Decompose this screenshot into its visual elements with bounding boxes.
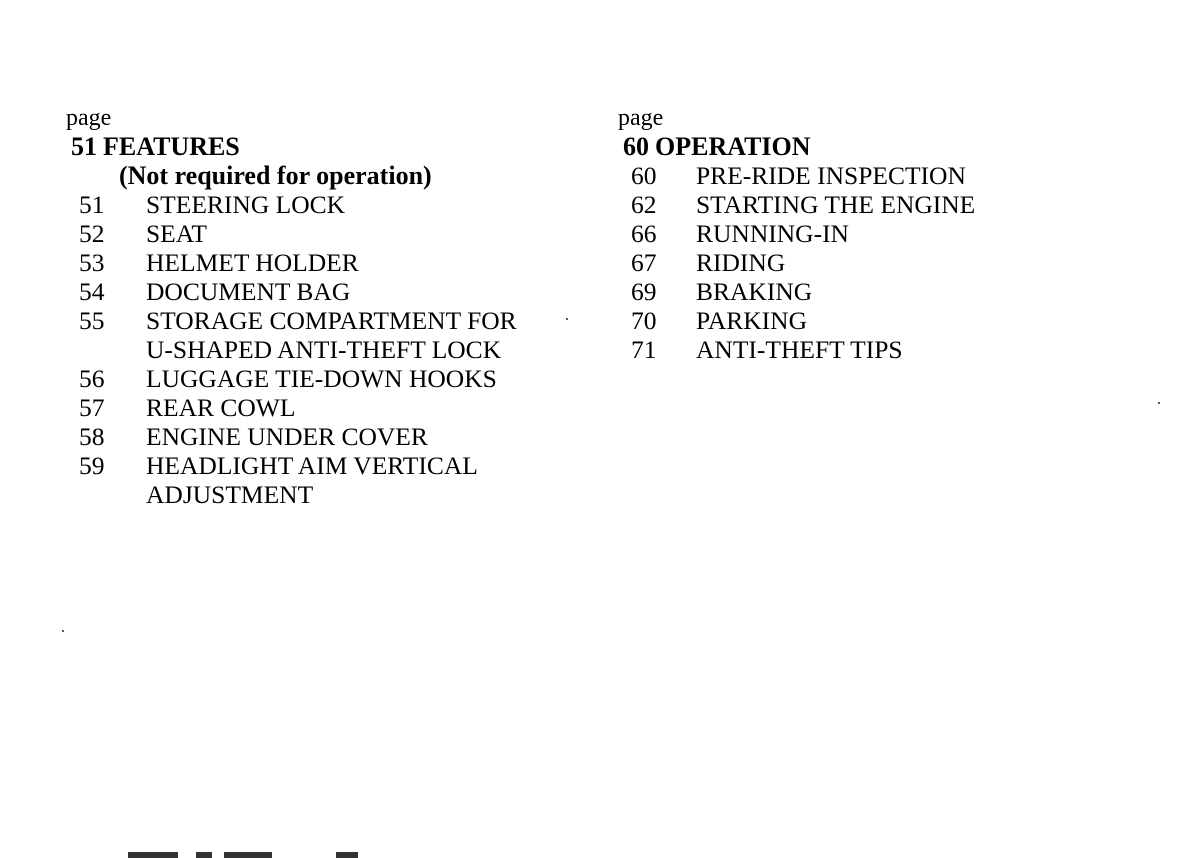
toc-entry bbox=[66, 219, 586, 248]
toc-entry bbox=[66, 451, 586, 509]
entry-title-line: STARTING THE ENGINE bbox=[696, 190, 976, 219]
entry-title bbox=[696, 248, 1138, 277]
entry-page-number: 66 bbox=[631, 219, 657, 248]
section-page-number: 60 bbox=[623, 132, 649, 161]
cropped-line-fragment bbox=[196, 852, 212, 858]
toc-entry bbox=[618, 248, 1138, 277]
entry-title-line: STEERING LOCK bbox=[146, 190, 346, 219]
section-heading-operation bbox=[618, 132, 1138, 161]
entry-page-number: 59 bbox=[79, 451, 105, 480]
entry-title-line: HELMET HOLDER bbox=[146, 248, 359, 277]
entry-title-line: SEAT bbox=[146, 219, 207, 248]
entry-title-line: ADJUSTMENT bbox=[146, 480, 314, 509]
entry-page-number: 60 bbox=[631, 161, 657, 190]
entry-page-number: 69 bbox=[631, 277, 657, 306]
features-column bbox=[66, 104, 586, 509]
entry-page-number: 67 bbox=[631, 248, 657, 277]
entry-title-line: RUNNING-IN bbox=[696, 219, 849, 248]
operation-column bbox=[618, 104, 1138, 364]
entry-title-line: ANTI-THEFT TIPS bbox=[696, 335, 903, 364]
entry-title-line: HEADLIGHT AIM VERTICAL bbox=[146, 451, 478, 480]
entry-page-number: 54 bbox=[79, 277, 105, 306]
section-subtitle: (Not required for operation) bbox=[119, 161, 432, 190]
entry-title bbox=[146, 248, 586, 277]
entry-title bbox=[696, 306, 1138, 335]
entry-title-line: BRAKING bbox=[696, 277, 813, 306]
toc-entry bbox=[66, 190, 586, 219]
entry-title bbox=[696, 190, 1138, 219]
entry-page-number: 53 bbox=[79, 248, 105, 277]
section-title: OPERATION bbox=[655, 132, 811, 161]
toc-entry bbox=[66, 248, 586, 277]
cropped-line-fragment bbox=[128, 852, 178, 858]
entry-title-line: U-SHAPED ANTI-THEFT LOCK bbox=[146, 335, 502, 364]
entry-page-number: 56 bbox=[79, 364, 105, 393]
page-column-label: page bbox=[618, 105, 664, 131]
toc-entry bbox=[66, 306, 586, 364]
entry-title-line: RIDING bbox=[696, 248, 786, 277]
scan-speck bbox=[62, 630, 64, 632]
toc-entry-list bbox=[618, 161, 1138, 364]
entry-title bbox=[696, 335, 1138, 364]
toc-entry bbox=[618, 219, 1138, 248]
entry-title-line: REAR COWL bbox=[146, 393, 296, 422]
entry-title bbox=[146, 364, 586, 393]
entry-title-line: DOCUMENT BAG bbox=[146, 277, 351, 306]
toc-entry bbox=[618, 335, 1138, 364]
entry-title bbox=[146, 393, 586, 422]
entry-title bbox=[146, 277, 586, 306]
entry-title-line: PARKING bbox=[696, 306, 808, 335]
entry-title bbox=[696, 219, 1138, 248]
entry-title-line: PRE-RIDE INSPECTION bbox=[696, 161, 966, 190]
entry-title bbox=[696, 161, 1138, 190]
entry-title bbox=[146, 451, 586, 509]
entry-title bbox=[146, 422, 586, 451]
entry-title-line: LUGGAGE TIE-DOWN HOOKS bbox=[146, 364, 497, 393]
entry-page-number: 52 bbox=[79, 219, 105, 248]
toc-entry bbox=[618, 190, 1138, 219]
entry-page-number: 51 bbox=[79, 190, 105, 219]
entry-title-line: ENGINE UNDER COVER bbox=[146, 422, 428, 451]
cropped-line-fragment bbox=[224, 852, 272, 858]
entry-page-number: 62 bbox=[631, 190, 657, 219]
entry-title bbox=[696, 277, 1138, 306]
toc-entry bbox=[66, 422, 586, 451]
entry-page-number: 58 bbox=[79, 422, 105, 451]
scan-speck bbox=[566, 318, 568, 320]
entry-page-number: 71 bbox=[631, 335, 657, 364]
entry-title bbox=[146, 306, 586, 364]
toc-entry-list bbox=[66, 190, 586, 509]
toc-entry bbox=[618, 277, 1138, 306]
entry-page-number: 55 bbox=[79, 306, 105, 335]
entry-page-number: 70 bbox=[631, 306, 657, 335]
section-page-number: 51 bbox=[71, 132, 97, 161]
page-column-label: page bbox=[66, 105, 112, 131]
toc-entry bbox=[66, 393, 586, 422]
entry-title bbox=[146, 190, 586, 219]
toc-entry bbox=[66, 277, 586, 306]
toc-entry bbox=[618, 161, 1138, 190]
entry-title bbox=[146, 219, 586, 248]
scan-speck bbox=[1158, 402, 1160, 404]
section-title: FEATURES bbox=[103, 132, 240, 161]
entry-title-line: STORAGE COMPARTMENT FOR bbox=[146, 306, 517, 335]
toc-entry bbox=[66, 364, 586, 393]
cropped-line-fragment bbox=[336, 852, 358, 858]
toc-entry bbox=[618, 306, 1138, 335]
entry-page-number: 57 bbox=[79, 393, 105, 422]
section-heading-features bbox=[66, 132, 586, 161]
